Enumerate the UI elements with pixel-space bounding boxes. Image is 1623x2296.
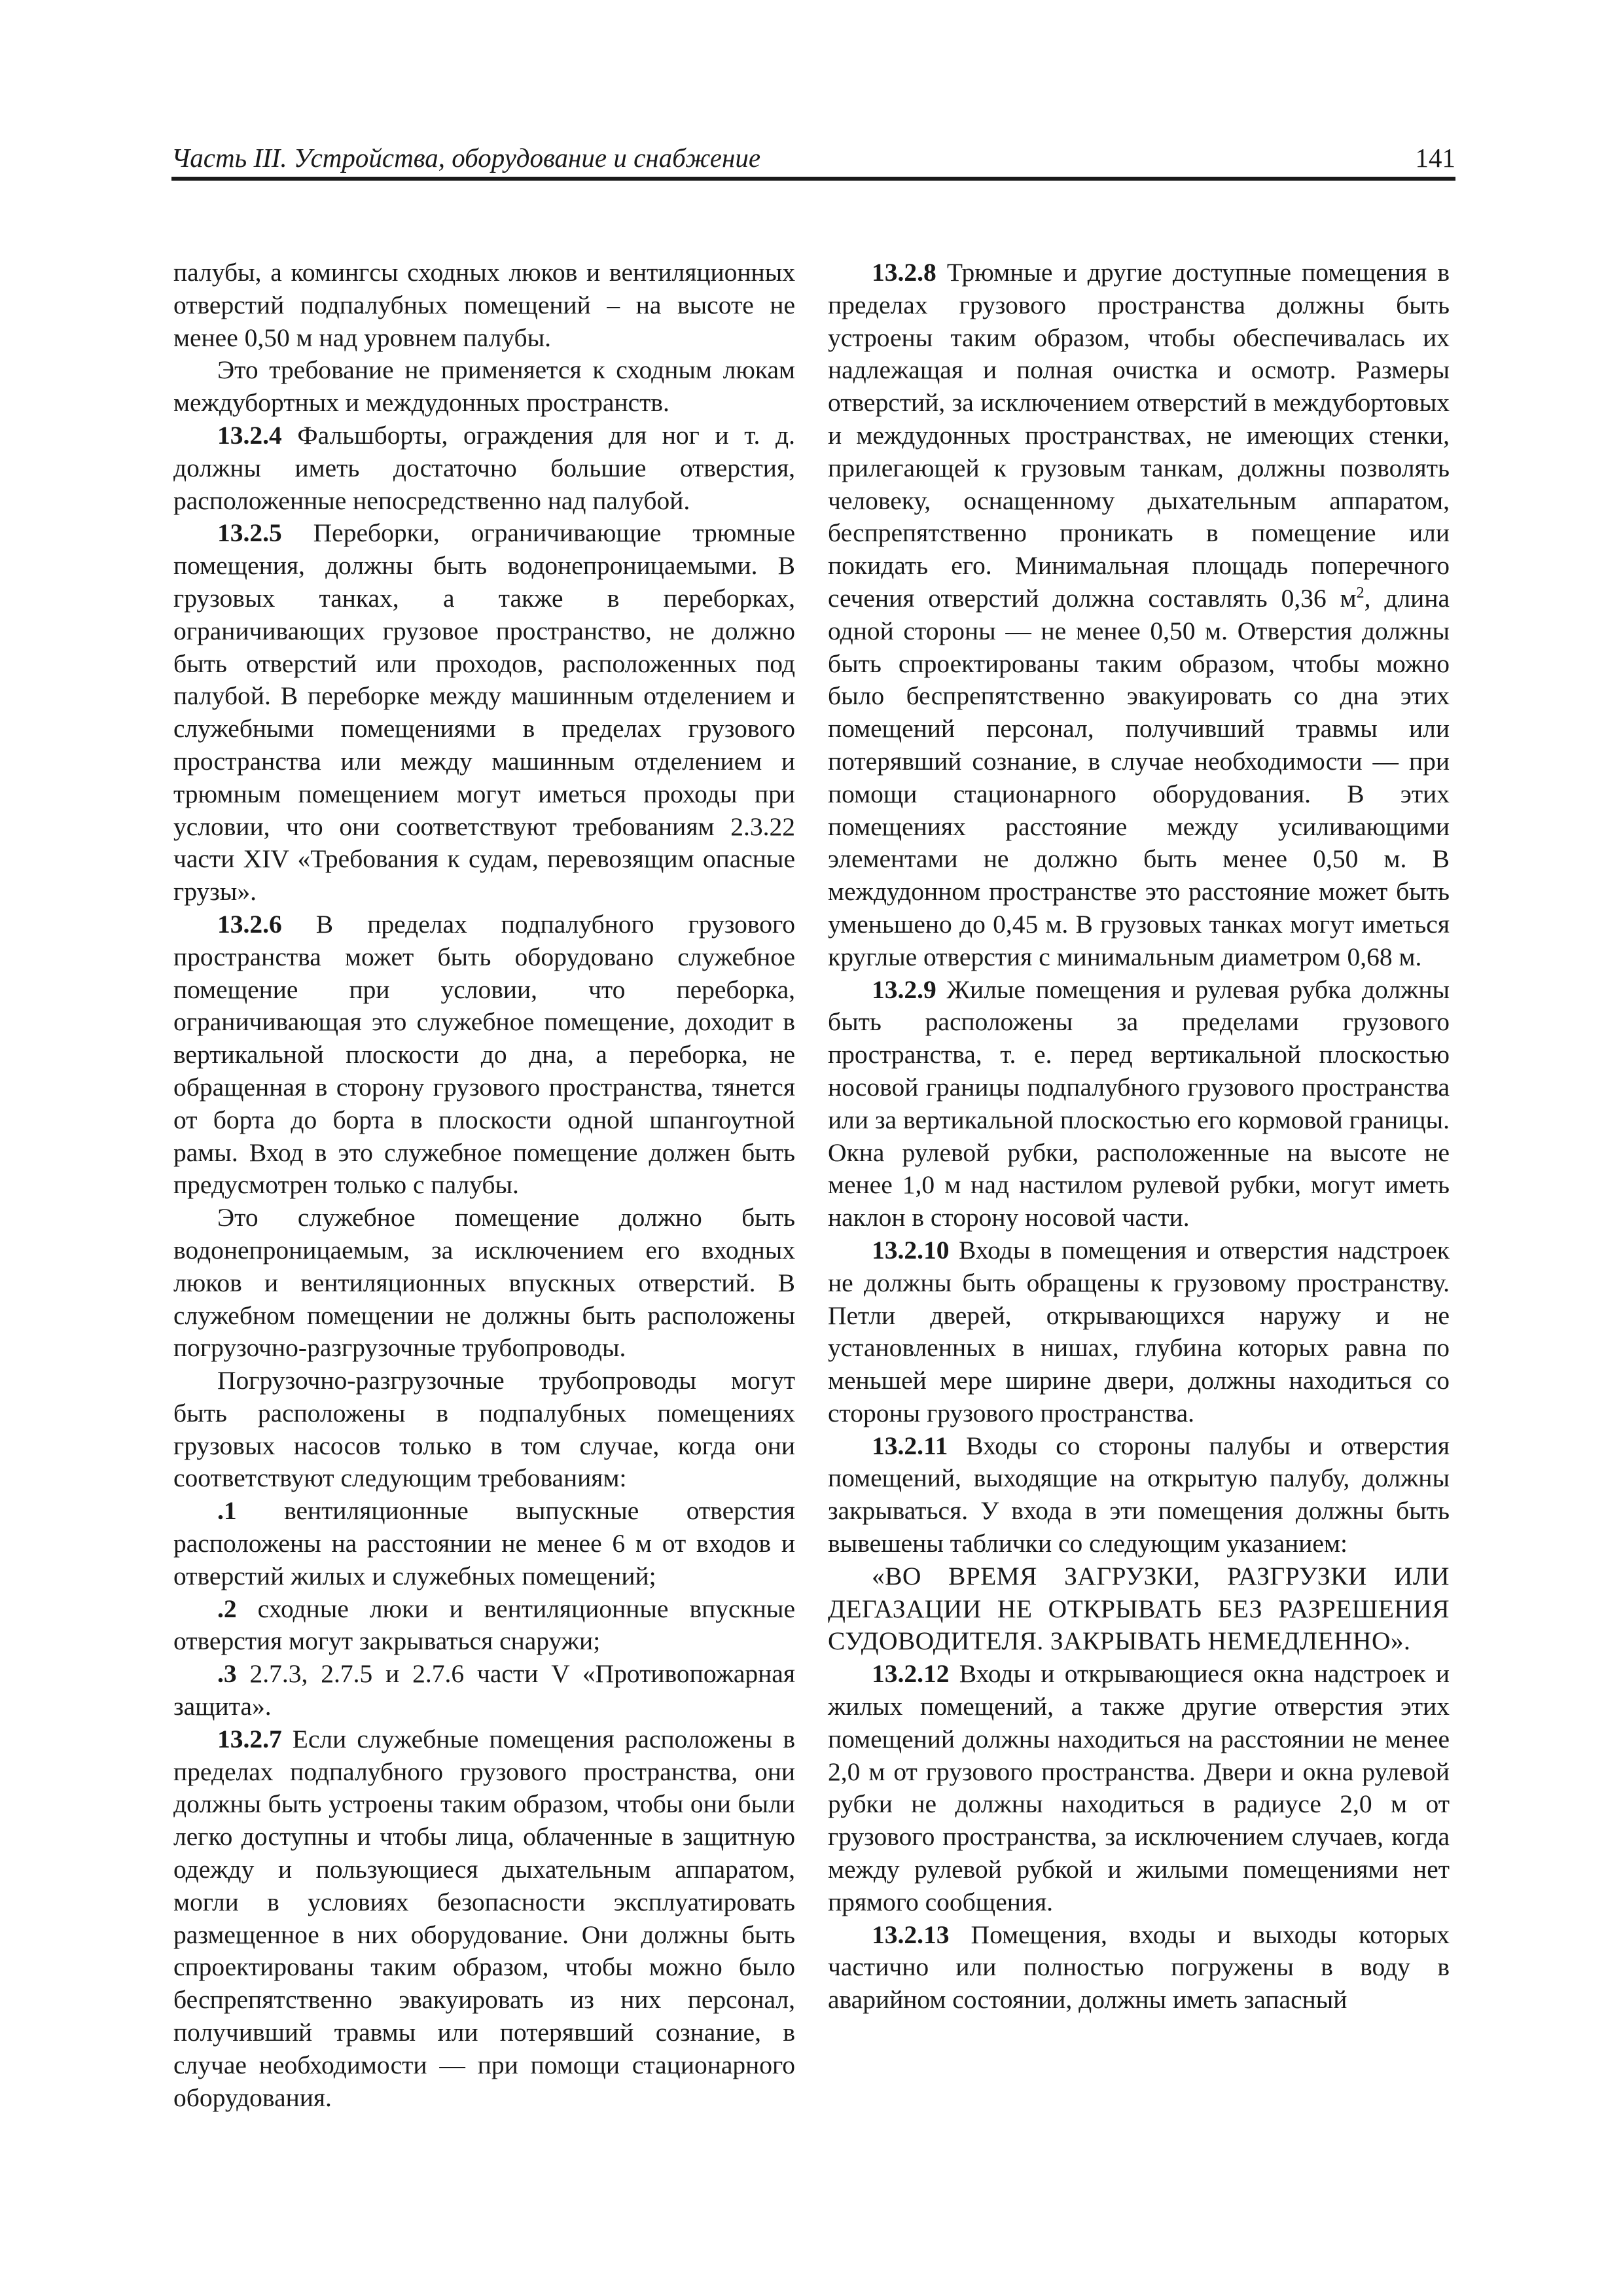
section-number: 13.2.7	[217, 1724, 282, 1753]
list-item-number: .1	[217, 1496, 237, 1526]
section-number: 13.2.12	[872, 1659, 950, 1689]
page-number: 141	[1415, 143, 1455, 173]
list-item	[173, 1593, 795, 1659]
section-number: 13.2.4	[217, 420, 282, 450]
paragraph	[173, 257, 795, 354]
superscript: 2	[1356, 584, 1364, 601]
list-item	[173, 1658, 795, 1723]
paragraph-text: Это требование не применяется к сходным люкам междубортных и междудонных пространств.	[173, 355, 795, 418]
paragraph-text: Входы в помещения и отверстия надстроек не должны быть обращены к грузовому пространству. Петли дверей, открывающихся наружу и не установленных в нишах, глубина которых равна по меньшей мере ширине двери, должны находиться со стороны грузового пространства.	[828, 1235, 1450, 1427]
paragraph-text: Это служебное помещение должно быть водонепроницаемым, за исключением его входных люков и вентиляционных впускных отверстий. В служебном помещении не должны быть расположены погрузочно-разгрузочные трубопроводы.	[173, 1203, 795, 1363]
list-item-text: 2.7.3, 2.7.5 и 2.7.6 части V «Противопожарная защита».	[173, 1659, 795, 1721]
section-number: 13.2.10	[872, 1235, 950, 1265]
paragraph-text: В пределах подпалубного грузового пространства может быть оборудовано служебное помещение при условии, что переборка, ограничивающая это служебное помещение, доходит в вертикальной плоскости до дна, а переборка, не обращенная в сторону грузового пространства, тянется от борта до борта в плоскости одной шпангоутной рамы. Вход в это служебное помещение должен быть предусмотрен только с палубы.	[173, 909, 795, 1200]
paragraph-text: Переборки, ограничивающие трюмные помещения, должны быть водонепроницаемыми. В грузовых танках, а также в переборках, ограничивающих грузовое пространство, не должно быть отверстий или проходов, расположенных под палубой. В переборке между машинным отделением и служебными помещениями в пределах грузового пространства или между машинным отделением и трюмным помещением могут иметься проходы при условии, что они соответствуют требованиям 2.3.22 части XIV «Требования к судам, перевозящим опасные грузы».	[173, 518, 795, 906]
section-number: 13.2.5	[217, 518, 282, 548]
list-item-number: .2	[217, 1594, 237, 1623]
paragraph	[828, 1919, 1450, 2017]
paragraph-text: Погрузочно-разгрузочные трубопроводы могут быть расположены в подпалубных помещениях грузовых насосов только в том случае, когда они соответствуют следующим требованиям:	[173, 1366, 795, 1493]
section-number: 13.2.11	[872, 1431, 948, 1460]
paragraph	[828, 1658, 1450, 1918]
paragraph	[173, 517, 795, 908]
paragraph	[173, 1723, 795, 2115]
section-number: 13.2.13	[872, 1920, 950, 1949]
list-item-text: сходные люки и вентиляционные впускные отверстия могут закрываться снаружи;	[173, 1594, 795, 1656]
paragraph	[173, 1365, 795, 1495]
section-number: 13.2.6	[217, 909, 282, 939]
paragraph	[173, 420, 795, 517]
paragraph	[173, 1202, 795, 1365]
paragraph-text: Помещения, входы и выходы которых частично или полностью погружены в воду в аварийном состоянии, должны иметь запасный	[828, 1920, 1450, 2015]
paragraph-text: Жилые помещения и рулевая рубка должны быть расположены за пределами грузового пространства, т. е. перед вертикальной плоскостью носовой границы подпалубного грузового пространства или за вертикальной плоскостью его кормовой границы. Окна рулевой рубки, расположенные на высоте не менее 1,0 м над настилом рулевой рубки, могут иметь наклон в сторону носовой части.	[828, 975, 1450, 1232]
paragraph-text: Входы со стороны палубы и отверстия помещений, выходящие на открытую палубу, должны закрываться. У входа в эти помещения должны быть вывешены таблички со следующим указанием:	[828, 1431, 1450, 1558]
left-column	[173, 257, 795, 2114]
right-column	[828, 257, 1450, 2017]
paragraph	[828, 1430, 1450, 1560]
section-number: 13.2.8	[872, 258, 936, 287]
paragraph-text: палубы, а комингсы сходных люков и вентиляционных отверстий подпалубных помещений – на высоте не менее 0,50 м над уровнем палубы.	[173, 258, 795, 352]
paragraph	[828, 257, 1450, 974]
paragraph	[173, 908, 795, 1202]
list-item-text: вентиляционные выпускные отверстия расположены на расстоянии не менее 6 м от входов и отверстий жилых и служебных помещений;	[173, 1496, 795, 1590]
paragraph	[828, 1234, 1450, 1430]
paragraph-text: Если служебные помещения расположены в пределах подпалубного грузового пространства, они должны быть устроены таким образом, чтобы они были легко доступны и чтобы лица, облаченные в защитную одежду и пользующиеся дыхательным аппаратом, могли в условиях безопасности эксплуатировать размещенное в них оборудование. Они должны быть спроектированы таким образом, чтобы можно было беспрепятственно эвакуировать из них персонал, получивший травмы или потерявший сознание, в случае необходимости — при помощи стационарного оборудования.	[173, 1724, 795, 2112]
paragraph-text: Фальшборты, ограждения для ног и т. д. должны иметь достаточно большие отверстия, расположенные непосредственно над палубой.	[173, 420, 795, 515]
list-item	[173, 1495, 795, 1592]
paragraph	[828, 974, 1450, 1234]
running-header-title: Часть III. Устройства, оборудование и снабжение	[171, 143, 761, 173]
paragraph-text: Входы и открывающиеся окна надстроек и жилых помещений, а также другие отверстия этих помещений должны находиться на расстоянии не менее 2,0 м от грузового пространства. Двери и окна рулевой рубки не должны находиться в радиусе 2,0 м от грузового пространства, за исключением случаев, когда между рулевой рубкой и жилыми помещениями нет прямого сообщения.	[828, 1659, 1450, 1916]
running-header	[171, 136, 1455, 181]
section-number: 13.2.9	[872, 975, 936, 1004]
list-item-number: .3	[217, 1659, 237, 1689]
paragraph-text: , длина одной стороны — не менее 0,50 м. Отверстия должны быть спроектированы таким образом, чтобы можно было беспрепятственно эвакуировать со дна этих помещений персонал, получивший травмы или потерявший сознание, в случае необходимости — при помощи стационарного оборудования. В этих помещениях расстояние между усиливающими элементами не должно быть менее 0,50 м. В междудонном пространстве это расстояние может быть уменьшено до 0,45 м. В грузовых танках могут иметься круглые отверстия с минимальным диаметром 0,68 м.	[828, 583, 1450, 971]
warning-notice: «ВО ВРЕМЯ ЗАГРУЗКИ, РАЗГРУЗКИ ИЛИ ДЕГАЗАЦИИ НЕ ОТКРЫВАТЬ БЕЗ РАЗРЕШЕНИЯ СУДОВОДИТЕЛЯ. ЗАКРЫВАТЬ НЕМЕДЛЕННО».	[828, 1561, 1450, 1656]
paragraph	[173, 354, 795, 420]
paragraph-text: Трюмные и другие доступные помещения в пределах грузового пространства должны быть устроены таким образом, чтобы обеспечивалась их надлежащая и полная очистка и осмотр. Размеры отверстий, за исключением отверстий в междубортовых и междудонных пространствах, не имеющих стенки, прилегающей к грузовым танкам, должны позволять человеку, оснащенному дыхательным аппаратом, беспрепятственно проникать в помещение или покидать его. Минимальная площадь поперечного сечения отверстий должна составлять 0,36 м	[828, 258, 1450, 613]
